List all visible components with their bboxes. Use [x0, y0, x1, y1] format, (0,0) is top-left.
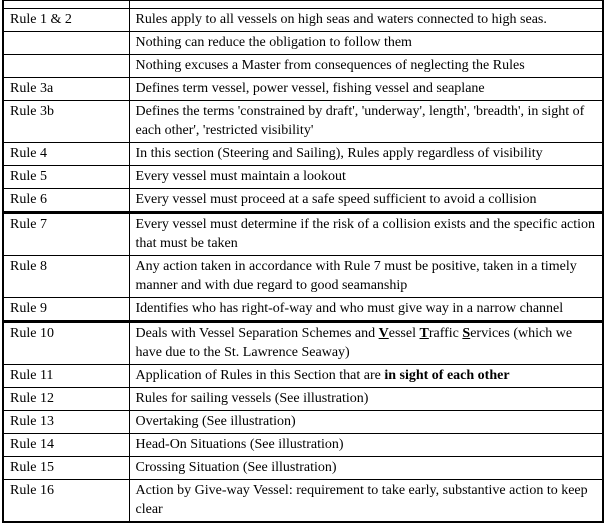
rule-cell: Rule 12 [3, 388, 129, 411]
rule-cell: Rule 1 & 2 [3, 9, 129, 32]
table-row [3, 298, 603, 322]
description-text-segment: essel [388, 326, 420, 341]
table-row [3, 189, 603, 213]
table-row [3, 457, 603, 480]
description-text-segment: Head-On Situations (See illustration) [135, 437, 344, 452]
description-text-segment: raffic [428, 326, 463, 341]
description-text-segment: Defines term vessel, power vessel, fishing vessel and seaplane [135, 81, 485, 96]
description-text-segment: S [462, 326, 471, 341]
table-row [3, 411, 603, 434]
rule-cell: Rule 4 [3, 143, 129, 166]
description-text-segment: Identifies who has right-of-way and who must give way in a narrow channel [135, 301, 564, 316]
table-row [3, 213, 603, 256]
description-text-segment: Nothing can reduce the obligation to follow them [135, 35, 412, 50]
rule-cell: Rule 6 [3, 189, 129, 213]
description-text-segment: Defines the terms 'constrained by draft', 'underway', length', 'breadth', in sight of each other', 'restricted visibility' [135, 104, 585, 138]
description-cell [129, 55, 603, 78]
rule-cell: Rule 7 [3, 213, 129, 256]
table-row [3, 480, 603, 523]
description-text-segment: in sight of each other [384, 368, 510, 383]
rule-cell: Rule 15 [3, 457, 129, 480]
table-row [3, 101, 603, 143]
table-row [3, 322, 603, 365]
rule-cell [3, 1, 129, 9]
table-row [3, 9, 603, 32]
description-cell [129, 213, 603, 256]
description-cell [129, 189, 603, 213]
description-cell [129, 457, 603, 480]
table-row [3, 32, 603, 55]
description-text-segment: Every vessel must determine if the risk of a collision exists and the specific action that must be taken [135, 217, 596, 251]
table-row [3, 78, 603, 101]
description-text-segment: Deals with Vessel Separation Schemes and [135, 326, 379, 341]
rule-cell: Rule 11 [3, 365, 129, 388]
description-text-segment: Action by Give-way Vessel: requirement to take early, substantive action to keep clear [135, 483, 588, 517]
rule-cell: Rule 5 [3, 166, 129, 189]
description-cell [129, 143, 603, 166]
description-cell [129, 480, 603, 523]
description-text-segment: ervices (which we have due to the St. Lawrence Seaway) [135, 326, 573, 360]
description-cell [129, 1, 603, 9]
table-row [3, 143, 603, 166]
description-text-segment: V [378, 326, 389, 341]
description-text-segment: Rules apply to all vessels on high seas and waters connected to high seas. [135, 12, 547, 27]
table-row [3, 365, 603, 388]
description-cell [129, 101, 603, 143]
description-text-segment: Rules for sailing vessels (See illustration) [135, 391, 369, 406]
description-text-segment: T [419, 326, 429, 341]
rules-table [2, 0, 604, 523]
description-text-segment: Any action taken in accordance with Rule 7 must be positive, taken in a timely manner and with due regard to good seamanship [135, 259, 577, 293]
description-cell [129, 434, 603, 457]
rule-cell: Rule 16 [3, 480, 129, 523]
table-row [3, 166, 603, 189]
rule-cell: Rule 3a [3, 78, 129, 101]
description-cell [129, 78, 603, 101]
description-text-segment: Every vessel must maintain a lookout [135, 169, 346, 184]
description-cell [129, 256, 603, 298]
description-cell [129, 166, 603, 189]
rule-cell: Rule 13 [3, 411, 129, 434]
rules-table-body [3, 1, 603, 523]
description-text-segment: Nothing excuses a Master from consequences of neglecting the Rules [135, 58, 525, 73]
table-row [3, 55, 603, 78]
description-cell [129, 411, 603, 434]
description-cell [129, 9, 603, 32]
description-text-segment: Application of Rules in this Section that are [135, 368, 385, 383]
description-cell [129, 32, 603, 55]
rule-cell [3, 32, 129, 55]
description-cell [129, 322, 603, 365]
rule-cell: Rule 10 [3, 322, 129, 365]
table-row [3, 388, 603, 411]
rule-cell: Rule 9 [3, 298, 129, 322]
description-cell [129, 388, 603, 411]
cut-off-top-row [3, 1, 603, 9]
rule-cell [3, 55, 129, 78]
description-cell [129, 298, 603, 322]
description-text-segment: Every vessel must proceed at a safe speed sufficient to avoid a collision [135, 192, 537, 207]
table-row [3, 434, 603, 457]
description-cell [129, 365, 603, 388]
rule-cell: Rule 8 [3, 256, 129, 298]
description-text-segment: In this section (Steering and Sailing), Rules apply regardless of visibility [135, 146, 543, 161]
rule-cell: Rule 14 [3, 434, 129, 457]
table-row [3, 256, 603, 298]
description-text-segment: Overtaking (See illustration) [135, 414, 296, 429]
rule-cell: Rule 3b [3, 101, 129, 143]
description-text-segment: Crossing Situation (See illustration) [135, 460, 337, 475]
